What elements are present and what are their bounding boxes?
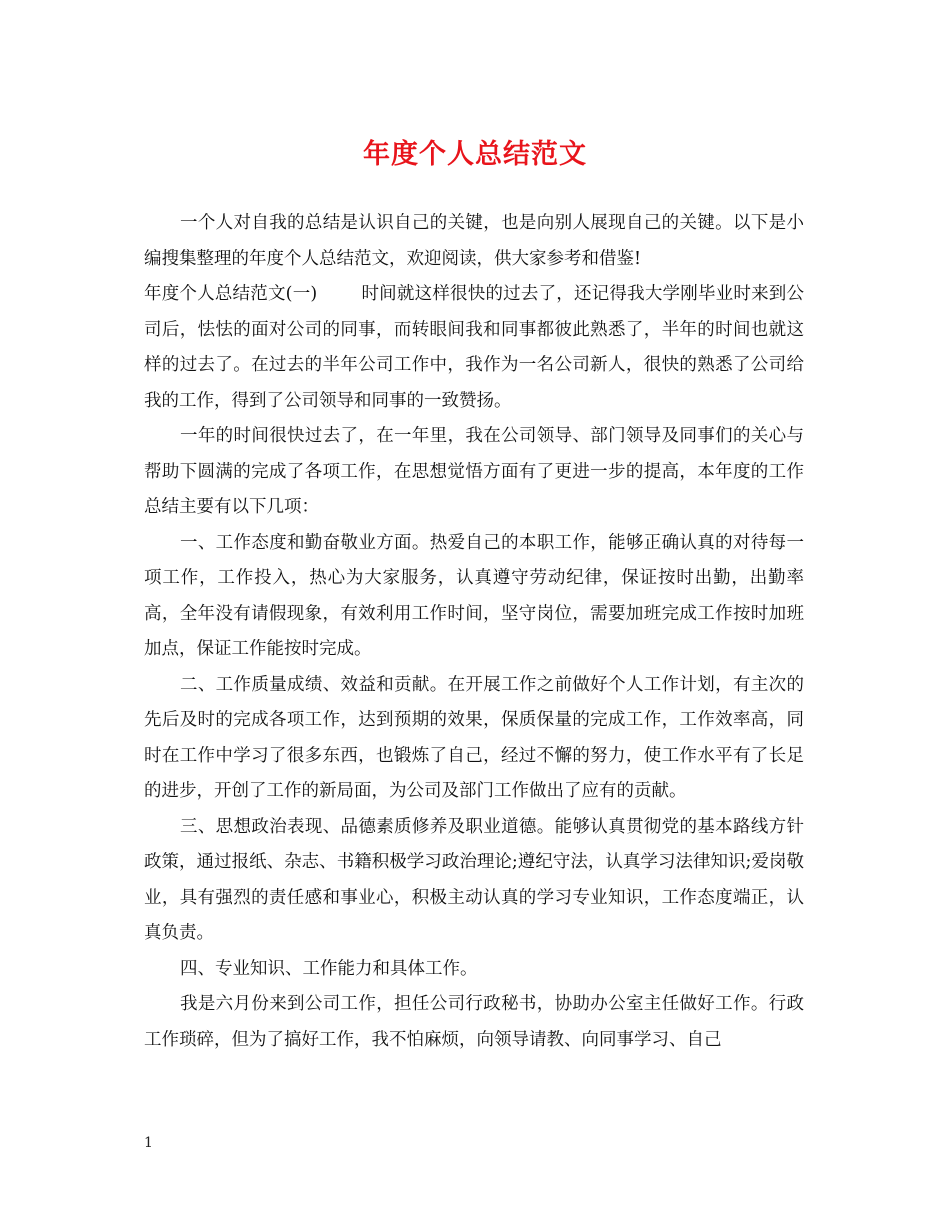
page-number: 1 (144, 1135, 153, 1151)
document-title: 年度个人总结范文 (363, 139, 587, 170)
section-first-text: 时间就这样很快的过去了，还记得我大学刚毕业时来到公司后，怯怯的面对公司的同事，而转眼间我和同事都彼此熟悉了，半年的时间也就这样的过去了。在过去的半年公司工作中，我作为一名公司新人，很快的熟悉了公司给我的工作，得到了公司领导和同事的一致赞扬。 (144, 284, 805, 411)
body-paragraph: 我是六月份来到公司工作，担任公司行政秘书，协助办公室主任做好工作。行政工作琐碎，但为了搞好工作，我不怕麻烦，向领导请教、向同事学习、自己 (144, 994, 804, 1050)
body-paragraph: 四、专业知识、工作能力和具体工作。 (180, 958, 478, 979)
intro-paragraph: 一个人对自我的总结是认识自己的关键，也是向别人展现自己的关键。以下是小编搜集整理的年度个人总结范文，欢迎阅读，供大家参考和借鉴! (144, 213, 804, 269)
section-heading: 年度个人总结范文(一) (144, 284, 318, 304)
document-body (144, 206, 804, 1058)
body-paragraph: 三、思想政治表现、品德素质修养及职业道德。能够认真贯彻党的基本路线方针政策，通过报纸、杂志、书籍积极学习政治理论;遵纪守法，认真学习法律知识;爱岗敬业，具有强烈的责任感和事业心，积极主动认真的学习专业知识，工作态度端正，认真负责。 (144, 816, 804, 943)
section-first-paragraph (144, 277, 804, 419)
body-paragraph: 二、工作质量成绩、效益和贡献。在开展工作之前做好个人工作计划，有主次的先后及时的完成各项工作，达到预期的效果，保质保量的完成工作，工作效率高，同时在工作中学习了很多东西，也锻炼了自己，经过不懈的努力，使工作水平有了长足的进步，开创了工作的新局面，为公司及部门工作做出了应有的贡献。 (144, 674, 804, 801)
body-paragraph: 一年的时间很快过去了，在一年里，我在公司领导、部门领导及同事们的关心与帮助下圆满的完成了各项工作，在思想觉悟方面有了更进一步的提高，本年度的工作总结主要有以下几项： (144, 426, 804, 517)
body-paragraph: 一、工作态度和勤奋敬业方面。热爱自己的本职工作，能够正确认真的对待每一项工作，工作投入，热心为大家服务，认真遵守劳动纪律，保证按时出勤，出勤率高，全年没有请假现象，有效利用工作时间，坚守岗位，需要加班完成工作按时加班加点，保证工作能按时完成。 (144, 532, 804, 659)
